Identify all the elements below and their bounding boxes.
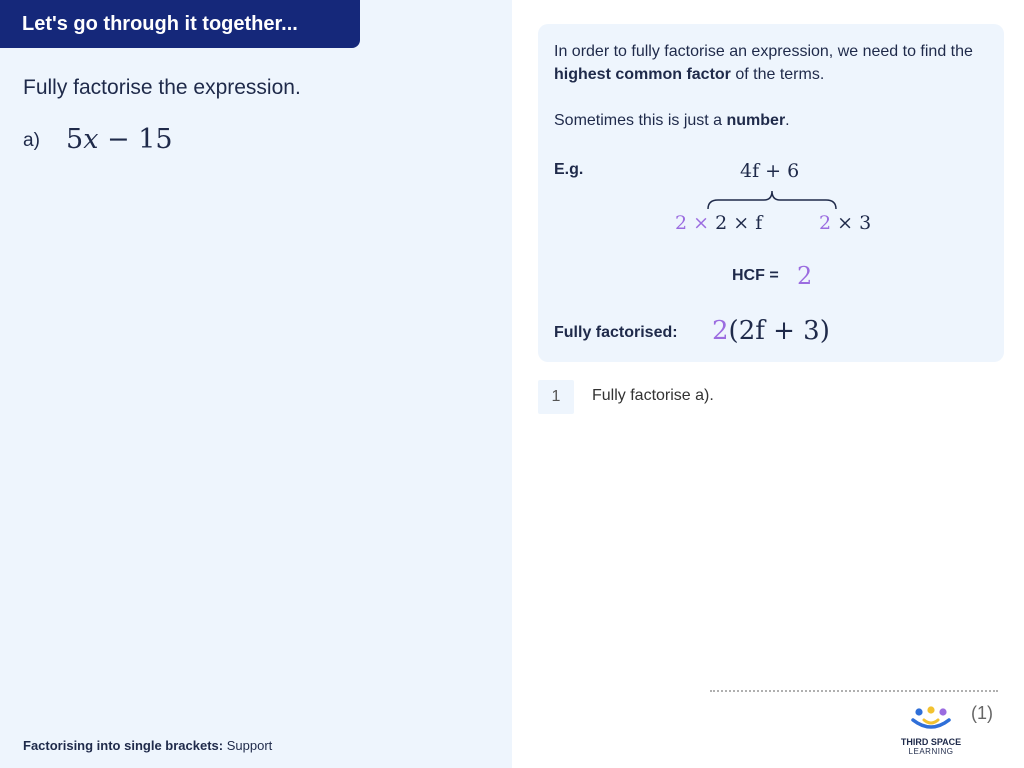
term-a-rest: 2 × f — [715, 212, 763, 234]
example-term-a — [675, 212, 762, 234]
hcf-value: 2 — [797, 262, 813, 290]
worked-example-box — [538, 24, 1004, 362]
topic-title: Factorising into single brackets: — [23, 738, 224, 753]
explanation-paragraph-1: In order to fully factorise an expression, we need to find the highest common factor of the terms. — [554, 43, 973, 83]
question-label: a) — [23, 130, 40, 151]
curly-brace-icon — [706, 189, 838, 211]
expr-operator: − — [107, 124, 130, 155]
term-b-common-factor: 2 — [819, 212, 832, 234]
topic-level: Support — [226, 738, 273, 753]
third-space-learning-logo — [900, 706, 962, 758]
expr-coefficient: 5 — [66, 124, 84, 155]
term-b-rest: × 3 — [837, 212, 872, 234]
term-a-common-factor: 2 × — [675, 212, 710, 234]
factorised-expression — [712, 316, 830, 346]
hcf-label: HCF = — [732, 267, 779, 284]
example-term-b — [819, 212, 871, 234]
marks-label: (1) — [971, 703, 993, 723]
question-expression — [66, 124, 173, 155]
highlight-number: number — [726, 112, 786, 129]
explanation-paragraph-2: Sometimes this is just a number. — [554, 112, 790, 129]
factorised-bracket: (2f + 3) — [728, 316, 830, 346]
expr-constant: 15 — [138, 124, 173, 155]
header-banner: Let's go through it together... — [0, 0, 360, 48]
logo-text-line2: LEARNING — [908, 747, 954, 756]
example-expression: 4f + 6 — [740, 160, 800, 182]
footer-topic — [23, 738, 272, 753]
question-instruction: Fully factorise the expression. — [23, 76, 301, 99]
factorised-label: Fully factorised: — [554, 324, 678, 341]
logo-text-line1: THIRD SPACE — [900, 737, 962, 747]
logo-icon — [910, 706, 952, 732]
highlight-hcf: highest common factor — [554, 66, 731, 83]
example-label: E.g. — [554, 161, 584, 178]
task-number-badge: 1 — [538, 380, 574, 414]
factorised-factor: 2 — [712, 316, 729, 346]
answer-line[interactable] — [710, 690, 998, 692]
task-text: Fully factorise a). — [592, 387, 714, 404]
expr-variable: x — [83, 124, 99, 155]
